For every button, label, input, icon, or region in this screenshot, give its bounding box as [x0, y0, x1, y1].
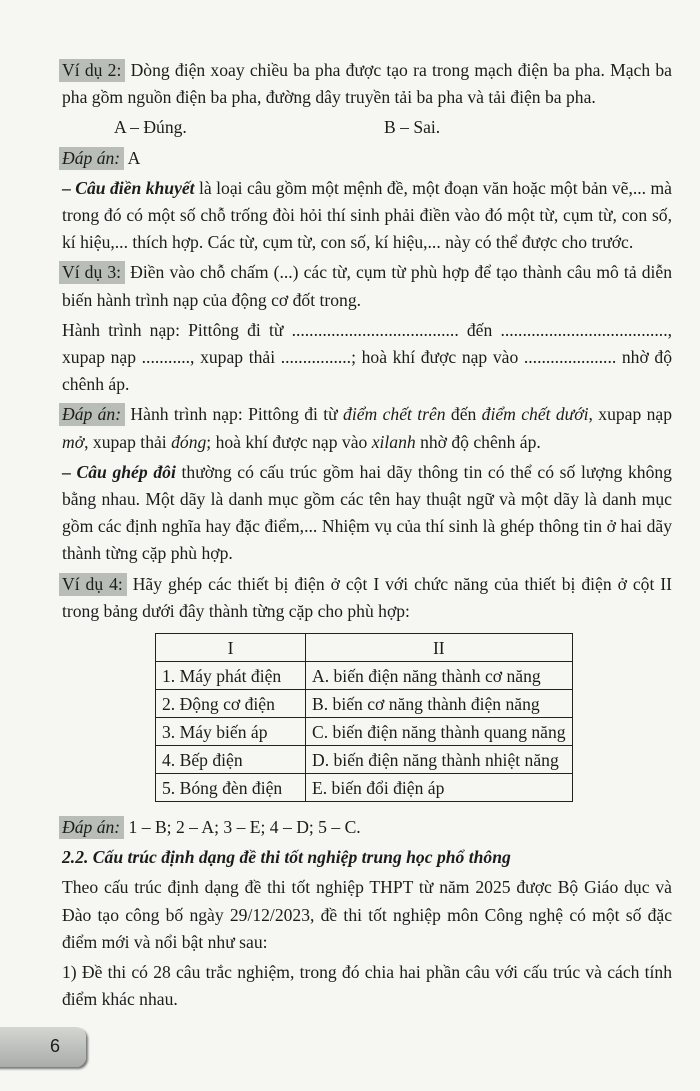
table-cell: B. biến cơ năng thành điện năng — [306, 690, 573, 718]
table-cell: A. biến điện năng thành cơ năng — [306, 662, 573, 690]
table-row — [156, 718, 573, 746]
dash: – — [62, 461, 77, 482]
example-4-question — [62, 571, 672, 625]
table-row — [156, 746, 573, 774]
answer-fill: điểm chết trên — [343, 404, 446, 425]
example-label: Ví dụ 2: — [59, 59, 125, 82]
example-3-blank-sentence — [62, 317, 672, 399]
page-number-tab — [0, 1027, 86, 1067]
example-2-question — [62, 57, 672, 111]
answer-text: 1 – B; 2 – A; 3 – E; 4 – D; 5 – C. — [124, 817, 361, 838]
example-4-answer — [62, 814, 672, 841]
answer-text: đến — [445, 404, 482, 425]
example-label: Ví dụ 3: — [59, 261, 125, 284]
definition-text: thường có cấu trúc gồm hai dãy thông tin có thể có số lượng không bằng nhau. Một dãy là danh mục gồm các tên hay thuật ngữ và một dãy là danh mục gồm các định nghĩa hay đặc điểm,... Nhiệm vụ của thí sinh là ghép thông tin ở hai dãy thành từng cặp phù hợp. — [62, 461, 672, 564]
table-cell: 1. Máy phát điện — [156, 662, 306, 690]
page-number: 6 — [50, 1036, 61, 1057]
question-text: Dòng điện xoay chiều ba pha được tạo ra trong mạch điện ba pha. Mạch ba pha gồm nguồn điện ba pha, đường dây truyền tải ba pha và tải điện ba pha. — [62, 60, 672, 108]
fill-blank-definition — [62, 175, 672, 257]
table-row — [156, 662, 573, 690]
example-2-answer — [62, 145, 672, 172]
example-2-options — [62, 114, 672, 141]
answer-text: ; hoà khí được nạp vào — [206, 431, 372, 452]
matching-definition — [62, 459, 672, 568]
table-row — [156, 774, 573, 802]
table-cell: E. biến đổi điện áp — [306, 774, 573, 802]
table-cell: 5. Bóng đèn điện — [156, 774, 306, 802]
answer-fill: điểm chết dưới — [481, 404, 589, 425]
option-b: B – Sai. — [384, 117, 441, 138]
example-3-answer — [62, 401, 672, 455]
table-cell: 2. Động cơ điện — [156, 690, 306, 718]
question-text: Điền vào chỗ chấm (...) các từ, cụm từ phù hợp để tạo thành câu mô tả diễn biến hành trình nạp của động cơ đốt trong. — [62, 262, 673, 310]
answer-text: Hành trình nạp: Pittông đi từ — [125, 404, 344, 425]
answer-fill: mở — [62, 431, 85, 452]
answer-label: Đáp án: — [59, 816, 124, 839]
table-header-row — [156, 634, 573, 662]
column-header: II — [306, 634, 573, 662]
dash: – — [62, 177, 76, 198]
table-cell: 3. Máy biến áp — [156, 718, 306, 746]
matching-table — [155, 633, 573, 802]
answer-fill: đóng — [171, 431, 207, 452]
section-paragraph: Theo cấu trúc định dạng đề thi tốt nghiệp THPT từ năm 2025 được Bộ Giáo dục và Đào tạo công bố ngày 29/12/2023, đề thi tốt nghiệp môn Công nghệ có một số đặc điểm mới và nổi bật như sau: — [62, 877, 672, 952]
answer-label: Đáp án: — [59, 403, 125, 426]
table-cell: 4. Bếp điện — [156, 746, 306, 774]
column-header: I — [156, 634, 306, 662]
answer-fill: xilanh — [371, 431, 416, 452]
example-3-question — [62, 259, 672, 313]
blank-sentence: Hành trình nạp: Pittông đi từ ...................................... đến ......................................, xupap nạp ..........., xupap thải ................; hoà khí được nạp vào ..................... nhờ độ chênh áp. — [62, 319, 672, 395]
option-a: A – Đúng. — [114, 117, 187, 138]
section-heading: 2.2. Cấu trúc định dạng đề thi tốt nghiệp trung học phổ thông — [62, 847, 511, 868]
answer-text: , xupap thải — [84, 431, 172, 452]
table-cell: C. biến điện năng thành quang năng — [306, 718, 573, 746]
term: Câu ghép đôi — [76, 461, 176, 482]
answer-label: Đáp án: — [59, 147, 124, 170]
term: Câu điền khuyết — [75, 177, 195, 198]
answer-text: , xupap nạp — [588, 404, 673, 425]
table-row — [156, 690, 573, 718]
table-cell: D. biến điện năng thành nhiệt năng — [306, 746, 573, 774]
answer-text: A — [124, 147, 141, 168]
answer-text: nhờ độ chênh áp. — [415, 431, 541, 452]
example-label: Ví dụ 4: — [59, 573, 127, 596]
section-list-item: 1) Đề thi có 28 câu trắc nghiệm, trong đó chia hai phần câu với cấu trúc và cách tính điểm khác nhau. — [62, 962, 672, 1010]
question-text: Hãy ghép các thiết bị điện ở cột I với chức năng của thiết bị điện ở cột II trong bảng dưới đây thành từng cặp cho phù hợp: — [62, 573, 672, 621]
definition-text: là loại câu gồm một mệnh đề, một đoạn văn hoặc một bản vẽ,... mà trong đó có một số chỗ trống đòi hỏi thí sinh phải điền vào đó một từ, cụm từ, con số, kí hiệu,... thích hợp. Các từ, cụm từ, con số, kí hiệu,... này có thể được cho trước. — [62, 177, 672, 253]
